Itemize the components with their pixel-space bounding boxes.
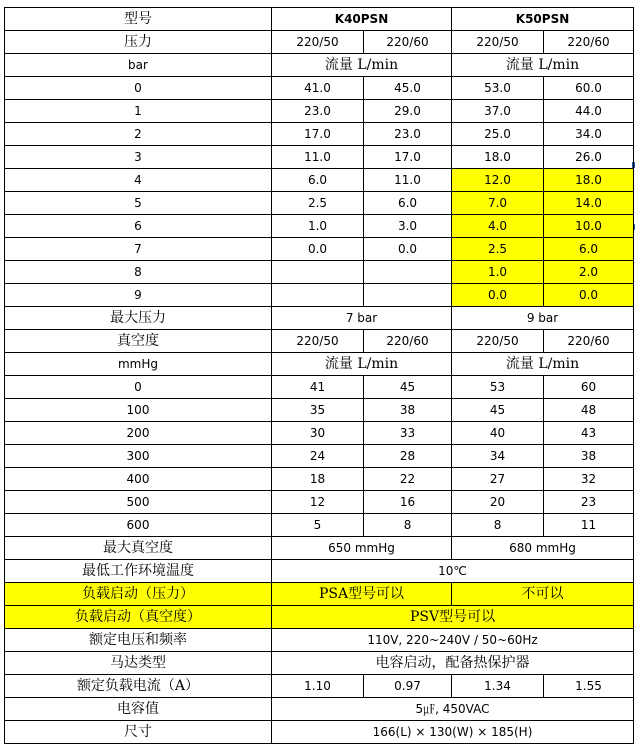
pressure-flow-row: [5, 284, 634, 307]
flow-value-cell: 6.0: [364, 192, 452, 215]
pressure-flow-row: [5, 261, 634, 284]
flow-value-cell: 7.0: [452, 192, 544, 215]
load-start-vacuum-value: PSV型号可以: [272, 606, 634, 629]
pressure-level-cell: 6: [5, 215, 272, 238]
model-label: 型号: [5, 8, 272, 31]
flow-value-cell: 14.0: [544, 192, 634, 215]
flow-value-cell: 60.0: [544, 77, 634, 100]
rated-current-label: 额定负载电流（A）: [5, 675, 272, 698]
flow-value-cell: 60: [544, 376, 634, 399]
pressure-flow-row: [5, 238, 634, 261]
capacitor-label: 电容值: [5, 698, 272, 721]
vacuum-unit: mmHg: [5, 353, 272, 376]
flow-value-cell: 8: [364, 514, 452, 537]
pressure-level-cell: 5: [5, 192, 272, 215]
vacuum-flow-row: [5, 376, 634, 399]
rated-current-cell: 1.34: [452, 675, 544, 698]
max-vacuum-row: [5, 537, 634, 560]
flow-value-cell: 2.0: [544, 261, 634, 284]
pressure-label: 压力: [5, 31, 272, 54]
flow-value-cell: 41: [272, 376, 364, 399]
flow-value-cell: 1.0: [272, 215, 364, 238]
voltage-cell: 220/60: [364, 330, 452, 353]
vacuum-label: 真空度: [5, 330, 272, 353]
rated-voltage-label: 额定电压和频率: [5, 629, 272, 652]
flow-value-cell: 12.0: [452, 169, 544, 192]
flow-value-cell: 3.0: [364, 215, 452, 238]
vacuum-level-cell: 200: [5, 422, 272, 445]
max-vacuum-label: 最大真空度: [5, 537, 272, 560]
pressure-voltage-row: [5, 31, 634, 54]
flow-value-cell: 53: [452, 376, 544, 399]
flow-value-cell: 44.0: [544, 100, 634, 123]
pressure-unit-row: [5, 54, 634, 77]
min-temp-label: 最低工作环境温度: [5, 560, 272, 583]
flow-value-cell: 0.0: [364, 238, 452, 261]
voltage-cell: 220/50: [452, 31, 544, 54]
vacuum-flow-row: [5, 468, 634, 491]
vacuum-flow-row: [5, 445, 634, 468]
vacuum-unit-row: [5, 353, 634, 376]
load-start-pressure-k40: PSA型号可以: [272, 583, 452, 606]
flow-value-cell: 0.0: [544, 284, 634, 307]
flow-value-cell: 0.0: [452, 284, 544, 307]
flow-value-cell: 17.0: [364, 146, 452, 169]
voltage-cell: 220/50: [272, 330, 364, 353]
flow-value-cell: 6.0: [272, 169, 364, 192]
rated-current-cell: 1.10: [272, 675, 364, 698]
vacuum-flow-row: [5, 491, 634, 514]
vacuum-level-cell: 0: [5, 376, 272, 399]
flow-value-cell: 38: [364, 399, 452, 422]
flow-value-cell: 28: [364, 445, 452, 468]
voltage-cell: 220/60: [544, 330, 634, 353]
flow-value-cell: 2.5: [272, 192, 364, 215]
vacuum-level-cell: 100: [5, 399, 272, 422]
load-start-vacuum-row: [5, 606, 634, 629]
flow-label-k50: 流量 L/min: [452, 353, 634, 376]
rated-voltage-row: [5, 629, 634, 652]
capacitor-row: [5, 698, 634, 721]
flow-value-cell: 20: [452, 491, 544, 514]
vacuum-level-cell: 400: [5, 468, 272, 491]
flow-value-cell: 11: [544, 514, 634, 537]
flow-value-cell: 33: [364, 422, 452, 445]
flow-value-cell: 16: [364, 491, 452, 514]
flow-value-cell: 18.0: [544, 169, 634, 192]
flow-value-cell: [272, 261, 364, 284]
flow-value-cell: 34: [452, 445, 544, 468]
flow-value-cell: 11.0: [364, 169, 452, 192]
max-pressure-k40: 7 bar: [272, 307, 452, 330]
vacuum-flow-row: [5, 514, 634, 537]
capacitor-value: 5㎌, 450VAC: [272, 698, 634, 721]
max-vacuum-k40: 650 mmHg: [272, 537, 452, 560]
pressure-flow-row: [5, 215, 634, 238]
flow-label-k40: 流量 L/min: [272, 54, 452, 77]
pump-spec-table: [4, 7, 634, 744]
flow-value-cell: 35: [272, 399, 364, 422]
pressure-level-cell: 9: [5, 284, 272, 307]
voltage-cell: 220/50: [272, 31, 364, 54]
vacuum-level-cell: 300: [5, 445, 272, 468]
flow-value-cell: 8: [452, 514, 544, 537]
pressure-flow-row: [5, 100, 634, 123]
spec-table-body: [5, 8, 634, 744]
max-vacuum-k50: 680 mmHg: [452, 537, 634, 560]
flow-value-cell: 45: [364, 376, 452, 399]
flow-value-cell: 17.0: [272, 123, 364, 146]
min-temp-value: 10℃: [272, 560, 634, 583]
flow-value-cell: 4.0: [452, 215, 544, 238]
rated-current-row: [5, 675, 634, 698]
vacuum-flow-row: [5, 399, 634, 422]
rated-current-cell: 0.97: [364, 675, 452, 698]
flow-value-cell: 48: [544, 399, 634, 422]
rated-current-cell: 1.55: [544, 675, 634, 698]
flow-value-cell: 37.0: [452, 100, 544, 123]
pressure-flow-row: [5, 77, 634, 100]
motor-type-value: 电容启动，配备热保护器: [272, 652, 634, 675]
load-start-pressure-k50: 不可以: [452, 583, 634, 606]
flow-value-cell: 53.0: [452, 77, 544, 100]
max-pressure-label: 最大压力: [5, 307, 272, 330]
vacuum-level-cell: 600: [5, 514, 272, 537]
flow-value-cell: 43: [544, 422, 634, 445]
flow-value-cell: 40: [452, 422, 544, 445]
pressure-flow-row: [5, 123, 634, 146]
rated-voltage-value: 110V, 220~240V / 50~60Hz: [272, 629, 634, 652]
flow-value-cell: 30: [272, 422, 364, 445]
min-temp-row: [5, 560, 634, 583]
max-pressure-k50: 9 bar: [452, 307, 634, 330]
dimensions-value: 166(L) × 130(W) × 185(H): [272, 721, 634, 744]
pressure-unit: bar: [5, 54, 272, 77]
flow-value-cell: 10.0: [544, 215, 634, 238]
load-start-pressure-label: 负载启动（压力）: [5, 583, 272, 606]
voltage-cell: 220/60: [544, 31, 634, 54]
flow-value-cell: 24: [272, 445, 364, 468]
flow-value-cell: 29.0: [364, 100, 452, 123]
pressure-level-cell: 1: [5, 100, 272, 123]
pressure-flow-row: [5, 169, 634, 192]
model-row: [5, 8, 634, 31]
flow-value-cell: 5: [272, 514, 364, 537]
pressure-level-cell: 3: [5, 146, 272, 169]
flow-value-cell: [364, 284, 452, 307]
max-pressure-row: [5, 307, 634, 330]
pressure-level-cell: 8: [5, 261, 272, 284]
flow-value-cell: 6.0: [544, 238, 634, 261]
flow-value-cell: 18.0: [452, 146, 544, 169]
pressure-level-cell: 2: [5, 123, 272, 146]
flow-value-cell: 32: [544, 468, 634, 491]
motor-type-label: 马达类型: [5, 652, 272, 675]
flow-value-cell: 18: [272, 468, 364, 491]
model-k40psn: K40PSN: [272, 8, 452, 31]
flow-value-cell: 23.0: [272, 100, 364, 123]
flow-value-cell: [364, 261, 452, 284]
vacuum-voltage-row: [5, 330, 634, 353]
pressure-flow-row: [5, 192, 634, 215]
flow-value-cell: 12: [272, 491, 364, 514]
flow-value-cell: [272, 284, 364, 307]
flow-value-cell: 34.0: [544, 123, 634, 146]
dimensions-label: 尺寸: [5, 721, 272, 744]
flow-value-cell: 25.0: [452, 123, 544, 146]
flow-label-k50: 流量 L/min: [452, 54, 634, 77]
flow-value-cell: 11.0: [272, 146, 364, 169]
flow-value-cell: 2.5: [452, 238, 544, 261]
flow-value-cell: 22: [364, 468, 452, 491]
dimensions-row: [5, 721, 634, 744]
flow-value-cell: 27: [452, 468, 544, 491]
flow-value-cell: 23.0: [364, 123, 452, 146]
vacuum-flow-row: [5, 422, 634, 445]
flow-value-cell: 0.0: [272, 238, 364, 261]
vacuum-level-cell: 500: [5, 491, 272, 514]
load-start-pressure-row: [5, 583, 634, 606]
load-start-vacuum-label: 负载启动（真空度）: [5, 606, 272, 629]
motor-type-row: [5, 652, 634, 675]
pressure-flow-row: [5, 146, 634, 169]
model-k50psn: K50PSN: [452, 8, 634, 31]
flow-value-cell: 23: [544, 491, 634, 514]
pressure-level-cell: 4: [5, 169, 272, 192]
pressure-level-cell: 0: [5, 77, 272, 100]
voltage-cell: 220/50: [452, 330, 544, 353]
voltage-cell: 220/60: [364, 31, 452, 54]
flow-label-k40: 流量 L/min: [272, 353, 452, 376]
flow-value-cell: 45.0: [364, 77, 452, 100]
flow-value-cell: 38: [544, 445, 634, 468]
flow-value-cell: 1.0: [452, 261, 544, 284]
flow-value-cell: 45: [452, 399, 544, 422]
pressure-level-cell: 7: [5, 238, 272, 261]
flow-value-cell: 26.0: [544, 146, 634, 169]
flow-value-cell: 41.0: [272, 77, 364, 100]
